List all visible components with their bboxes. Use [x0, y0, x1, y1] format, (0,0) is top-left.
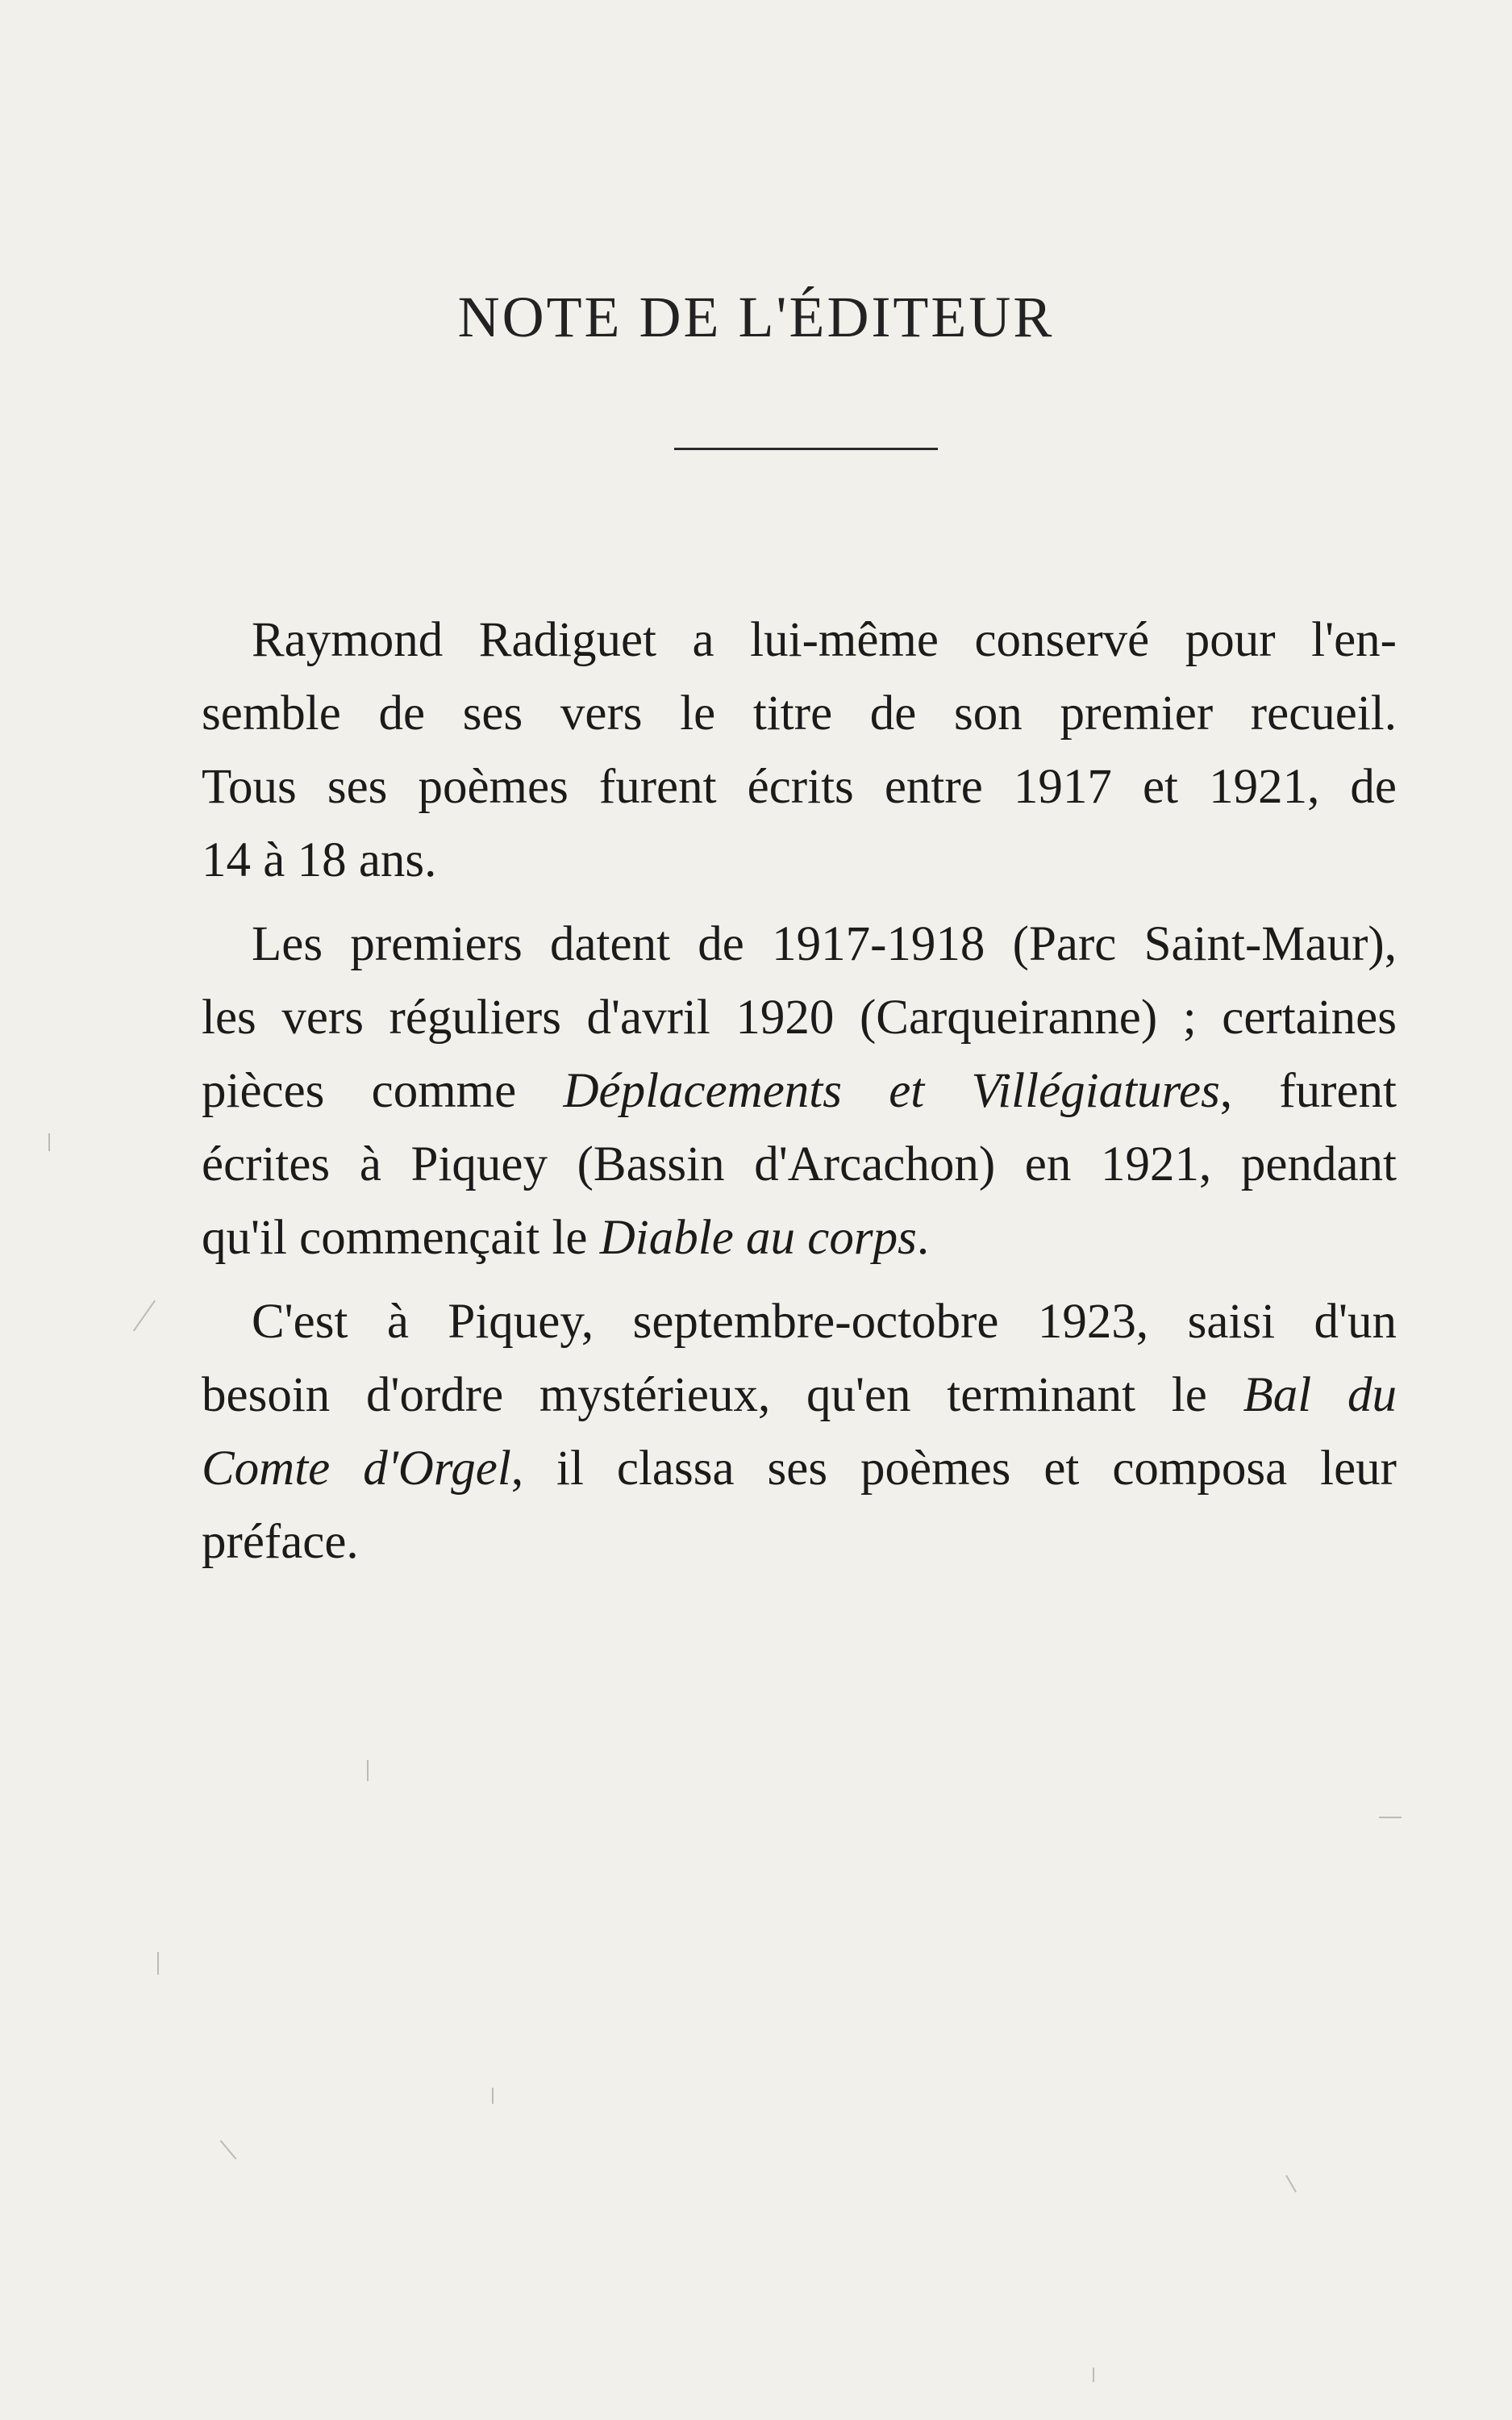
text-line: semble de ses vers le titre de son premier recueil. [202, 686, 1397, 741]
paper-speck [1285, 2175, 1297, 2193]
text-line: C'est à Piquey, septembre-octobre 1923, saisi d'un [252, 1295, 1397, 1349]
text-line: Raymond Radiguet a lui-même conservé pour l'en- [252, 613, 1397, 667]
text-segment: , il classa ses poèmes et composa leur [510, 1442, 1397, 1496]
paragraph-2 [202, 908, 1397, 1275]
paragraph-1 [202, 603, 1397, 897]
italic-title: Diable au corps [599, 1211, 917, 1265]
paper-speck [133, 1300, 156, 1332]
text-line [202, 1358, 1397, 1432]
text-line [202, 1054, 1397, 1128]
italic-title: Bal du [1243, 1368, 1397, 1422]
text-line: écrites à Piquey (Bassin d'Arcachon) en 1921, pendant [202, 1137, 1397, 1191]
italic-title: Comte d'Orgel [202, 1442, 511, 1496]
text-segment: , furent [1219, 1064, 1397, 1118]
text-line: les vers réguliers d'avril 1920 (Carqueiranne) ; certaines [202, 991, 1397, 1045]
paper-speck [1093, 2368, 1094, 2382]
text-segment: pièces comme [202, 1064, 564, 1118]
text-line: Tous ses poèmes furent écrits entre 1917 et 1921, de [202, 760, 1397, 814]
page-title: NOTE DE L'ÉDITEUR [457, 285, 1055, 349]
paper-speck [220, 2140, 237, 2159]
italic-title: Déplacements et Villégiatures [563, 1064, 1220, 1118]
paper-speck [1379, 1817, 1402, 1818]
text-line: Les premiers datent de 1917-1918 (Parc Saint-Maur), [252, 917, 1397, 971]
text-line [202, 1201, 1397, 1275]
text-segment: qu'il commençait le [202, 1211, 600, 1265]
paper-speck [48, 1133, 50, 1151]
paper-speck [367, 1760, 369, 1781]
text-segment: . [916, 1211, 930, 1265]
paper-speck [157, 1952, 159, 1975]
text-line: 14 à 18 ans. [202, 833, 437, 887]
text-line: préface. [202, 1515, 359, 1569]
title-rule [674, 448, 938, 450]
body-text [202, 603, 1397, 1579]
text-line [202, 1432, 1397, 1505]
paragraph-3 [202, 1285, 1397, 1579]
text-segment: besoin d'ordre mystérieux, qu'en terminant le [202, 1368, 1243, 1422]
paper-speck [492, 2088, 494, 2104]
